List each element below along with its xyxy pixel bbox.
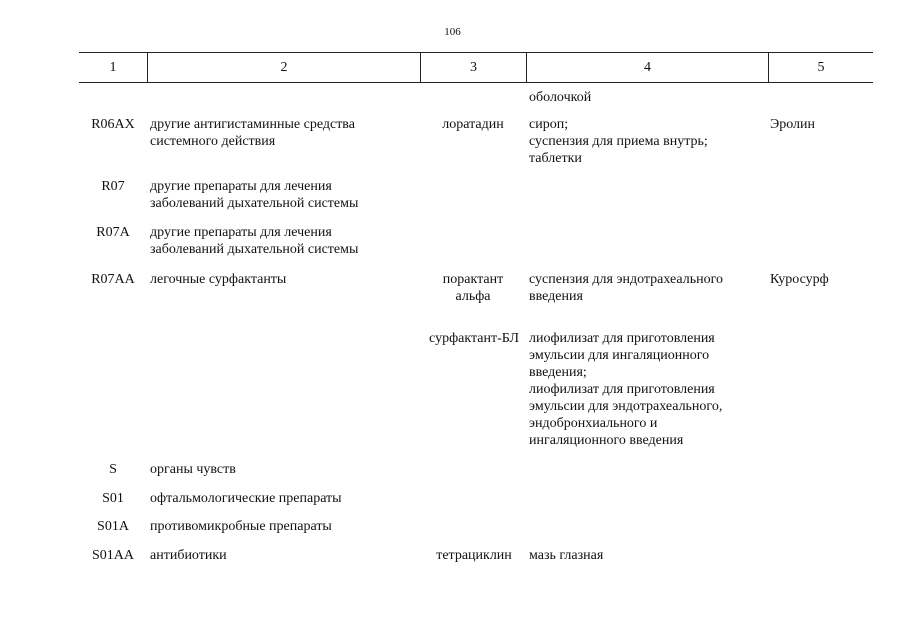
group-name: другие препараты для лечения заболеваний дыхательной системы [150, 225, 359, 257]
atc-code: R07 [101, 179, 125, 194]
dosage-form: мазь глазная [529, 548, 604, 563]
atc-code: S [109, 462, 117, 477]
substance-name: тетрациклин [436, 548, 512, 563]
atc-code: R06AX [91, 117, 135, 132]
dosage-form: сироп; суспензия для приема внутрь; таблетки [529, 117, 708, 166]
dosage-form: лиофилизат для приготовления эмульсии для ингаляционного введения; лиофилизат для приготовления эмульсии для эндотрахеального, эндобронхиального и ингаляционного введения [529, 331, 723, 448]
group-name: антибиотики [150, 548, 227, 563]
substance-name: лоратадин [442, 117, 504, 132]
header-col-4: 4 [644, 60, 651, 75]
header-col-1: 1 [109, 60, 117, 75]
group-name: противомикробные препараты [150, 519, 332, 534]
header-col-2: 2 [280, 60, 288, 75]
atc-code: S01AA [91, 548, 134, 563]
group-name: офтальмологические препараты [150, 491, 342, 506]
page-number: 106 [444, 26, 461, 38]
atc-code: R07A [96, 225, 130, 240]
substance-name: сурфактант-БЛ [429, 331, 519, 346]
header-col-3: 3 [470, 60, 477, 75]
atc-code: S01A [97, 519, 129, 534]
dosage-form: суспензия для эндотрахеального введения [529, 272, 724, 304]
group-name: органы чувств [150, 462, 236, 477]
header-col-5: 5 [817, 60, 825, 75]
atc-code: S01 [102, 491, 124, 506]
brand-name: Куросурф [770, 272, 829, 287]
continuation-text: оболочкой [529, 90, 592, 105]
group-name: другие препараты для лечения заболеваний дыхательной системы [150, 179, 359, 211]
atc-code: R07AA [91, 272, 135, 287]
brand-name: Эролин [770, 117, 816, 132]
group-name: другие антигистаминные средства системного действия [150, 117, 355, 149]
group-name: легочные сурфактанты [150, 272, 287, 287]
table-header [79, 52, 873, 83]
substance-name: порактант альфа [442, 272, 504, 304]
